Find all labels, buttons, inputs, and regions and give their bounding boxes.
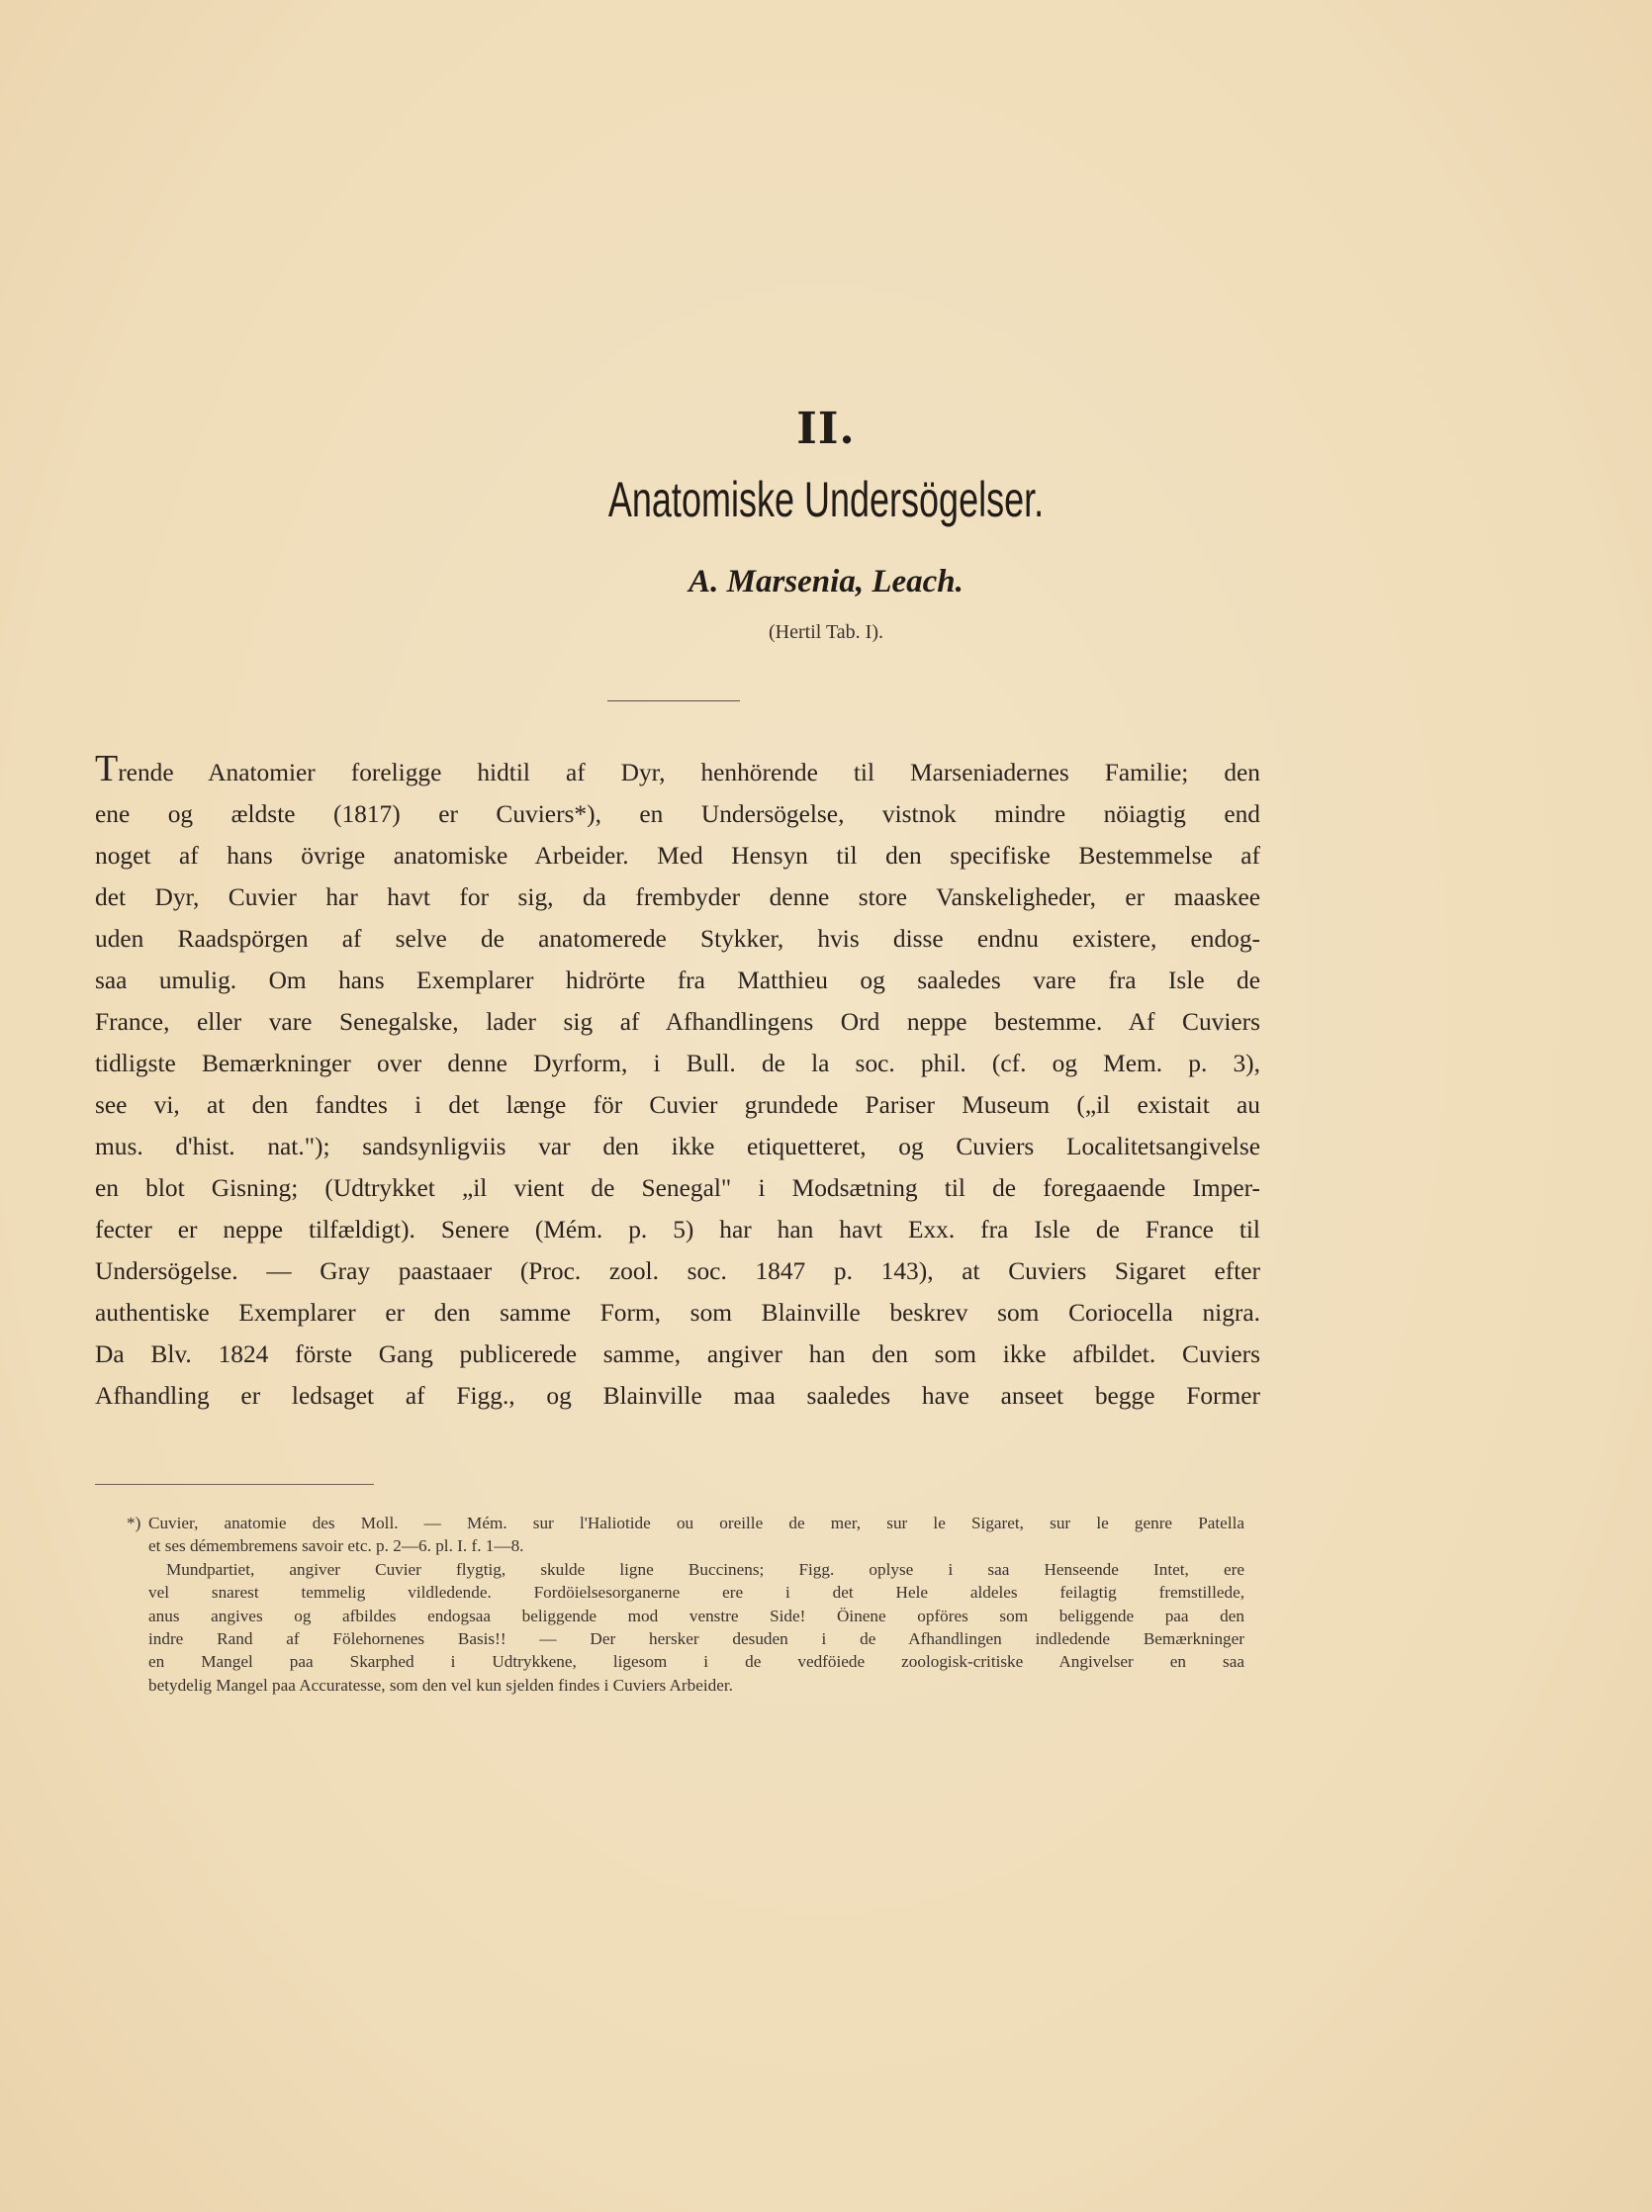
body-line: noget af hans övrige anatomiske Arbeider. Med Hensyn til den specifiske Bestemmelse af <box>95 842 1260 870</box>
body-line <box>95 748 1260 793</box>
footnote-line: indre Rand af Fölehornenes Basis!! — Der hersker desuden i de Afhandlingen indledende Bemærkninger <box>148 1628 1244 1648</box>
footnote-line <box>127 1512 1244 1534</box>
body-line: authentiske Exemplarer er den samme Form, som Blainville beskrev som Coriocella nigra. <box>95 1299 1260 1327</box>
first-line-text: rende Anatomier foreligge hidtil af Dyr, henhörende til Marseniadernes Familie; den <box>118 759 1260 786</box>
section-note: (Hertil Tab. I). <box>769 621 883 643</box>
body-line: Afhandling er ledsaget af Figg., og Blainville maa saaledes have anseet begge Former <box>95 1382 1260 1410</box>
footnote-line: anus angives og afbildes endogsaa beliggende mod venstre Side! Öinene opföres som beliggende paa den <box>148 1606 1244 1625</box>
body-line: see vi, at den fandtes i det længe för Cuvier grundede Pariser Museum („il existait au <box>95 1091 1260 1119</box>
body-line: France, eller vare Senegalske, lader sig af Afhandlingens Ord neppe bestemme. Af Cuviers <box>95 1008 1260 1036</box>
footnote-line: betydelig Mangel paa Accuratesse, som den vel kun sjelden findes i Cuviers Arbeider. <box>148 1675 733 1695</box>
footnote-line: en Mangel paa Skarphed i Udtrykkene, ligesom i de vedföiede zoologisk-critiske Angivelser en saa <box>148 1652 1244 1672</box>
footnote-divider <box>95 1484 374 1485</box>
body-line: mus. d'hist. nat."); sandsynligviis var den ikke etiquetteret, og Cuviers Localitetsangivelse <box>95 1133 1260 1160</box>
body-line: Undersögelse. — Gray paastaaer (Proc. zool. soc. 1847 p. 143), at Cuviers Sigaret efter <box>95 1257 1260 1285</box>
footnote <box>127 1512 1244 1697</box>
body-line: uden Raadspörgen af selve de anatomerede Stykker, hvis disse endnu existere, endog- <box>95 925 1260 953</box>
body-line: ene og ældste (1817) er Cuviers*), en Undersögelse, vistnok mindre nöiagtig end <box>95 800 1260 828</box>
footnote-line: vel snarest temmelig vildledende. Fordöielsesorganerne ere i det Hele aldeles feilagtig fremstillede, <box>148 1583 1244 1603</box>
footnote-marker: *) <box>127 1514 141 1532</box>
footnote-line-text: Cuvier, anatomie des Moll. — Mém. sur l'Haliotide ou oreille de mer, sur le Sigaret, sur le genre Patella <box>148 1514 1244 1532</box>
section-divider <box>607 700 740 701</box>
body-line: tidligste Bemærkninger over denne Dyrform, i Bull. de la soc. phil. (cf. og Mem. p. 3), <box>95 1050 1260 1077</box>
body-line: det Dyr, Cuvier har havt for sig, da frembyder denne store Vanskeligheder, er maaskee <box>95 883 1260 911</box>
footnote-line: et ses démembremens savoir etc. p. 2—6. pl. I. f. 1—8. <box>148 1536 524 1556</box>
footnote-line: Mundpartiet, angiver Cuvier flygtig, skulde ligne Buccinens; Figg. oplyse i saa Henseende Intet, ere <box>166 1559 1244 1579</box>
body-line: saa umulig. Om hans Exemplarer hidrörte fra Matthieu og saaledes vare fra Isle de <box>95 967 1260 994</box>
section-heading: A. Marsenia, Leach. <box>688 564 964 599</box>
body-line: en blot Gisning; (Udtrykket „il vient de Senegal" i Modsætning til de foregaaende Imper- <box>95 1174 1260 1202</box>
body-line: fecter er neppe tilfældigt). Senere (Mém. p. 5) har han havt Exx. fra Isle de France til <box>95 1216 1260 1244</box>
body-line: Da Blv. 1824 förste Gang publicerede samme, angiver han den som ikke afbildet. Cuviers <box>95 1340 1260 1368</box>
body-text <box>95 748 1260 1417</box>
drop-cap: T <box>95 748 119 789</box>
chapter-number: II. <box>796 404 856 454</box>
chapter-title: Anatomiske Undersögelser. <box>607 472 1045 527</box>
